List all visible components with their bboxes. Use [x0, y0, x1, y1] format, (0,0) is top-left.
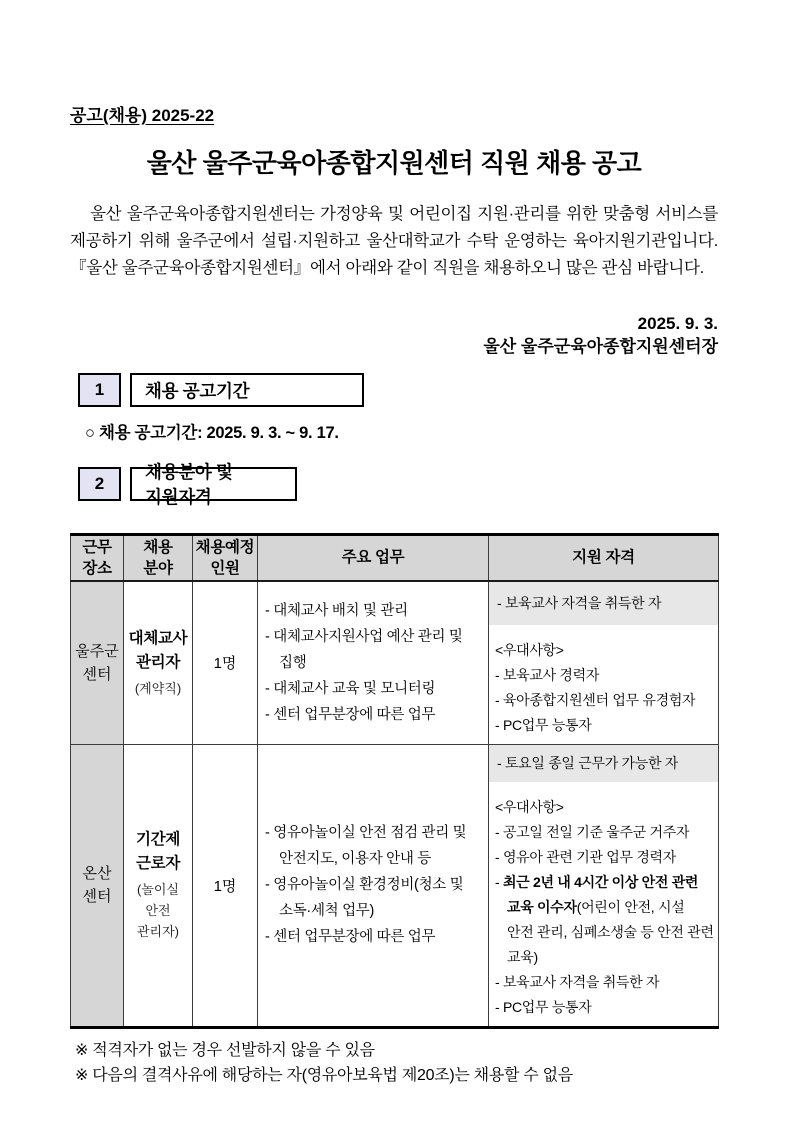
signature-block — [70, 312, 718, 358]
col-header-workplace-line1: 근무 — [82, 538, 112, 556]
preference-item: - 보육교사 자격을 취득한 자 — [495, 973, 660, 990]
intro-paragraph: 울산 울주군육아종합지원센터는 가정양육 및 어린이집 지원·관리를 위한 맞춤형 서비스를 제공하기 위해 울주군에서 설립·지원하고 울산대학교가 수탁 운영하는 육아지원기관입니다. 『울산 울주군육아종합지원센터』에서 아래와 같이 직원을 채용하오니 많은 관심 바랍니다. — [70, 205, 718, 277]
col-header-headcount-line1: 채용예정 — [195, 538, 255, 556]
qualification-highlight: - 토요일 종일 근무가 가능한 자 — [489, 745, 718, 782]
preference-item-safety-training — [495, 870, 714, 970]
preference-item: - 영유아 관련 기관 업무 경력자 — [495, 848, 676, 865]
workplace-line1: 온산 — [82, 865, 112, 882]
preference-bold-text: 최근 2년 내 4시간 이상 안전 관련 교육 이수자 — [502, 873, 699, 915]
qualification-preferences — [489, 625, 718, 744]
col-header-workplace-line2: 장소 — [82, 559, 112, 577]
footnote-line: ※ 다음의 결격사유에 해당하는 자(영유아보육법 제20조)는 채용할 수 없음 — [75, 1066, 573, 1084]
workplace-line2: 센터 — [82, 888, 112, 905]
duty-item: - 대체교사 교육 및 모니터링 — [265, 680, 436, 697]
field-title: 기간제 근로자 — [135, 831, 181, 872]
preference-label: <우대사항> — [495, 641, 564, 658]
field-subtitle: (놀이실 안전 관리자) — [136, 882, 179, 939]
qualification-cell — [489, 744, 719, 1027]
col-header-field-line1: 채용 — [143, 538, 173, 556]
duty-item: - 대체교사지원사업 예산 관리 및 집행 — [265, 628, 463, 671]
recruitment-table — [70, 533, 719, 1029]
field-subtitle: (계약직) — [134, 680, 182, 696]
workplace-line2: 센터 — [82, 665, 112, 683]
section-2-number-box: 2 — [78, 467, 121, 501]
field-title: 대체교사 관리자 — [128, 629, 188, 671]
duty-item: - 대체교사 배치 및 관리 — [265, 602, 408, 619]
field-cell — [124, 744, 193, 1027]
footnotes — [70, 1038, 718, 1088]
section-1-number-box: 1 — [78, 373, 121, 407]
headcount-cell: 1명 — [193, 581, 258, 745]
section-1-title-box: 채용 공고기간 — [130, 373, 364, 407]
duty-item: - 센터 업무분장에 따른 업무 — [265, 706, 436, 723]
signature-name: 울산 울주군육아종합지원센터장 — [483, 337, 718, 356]
preference-item: - 보육교사 경력자 — [495, 666, 600, 683]
duty-item: - 영유아놀이실 안전 점검 관리 및 안전지도, 이용자 안내 등 — [265, 825, 467, 867]
qualification-highlight: - 보육교사 자격을 취득한 자 — [489, 582, 718, 625]
section-2-header — [70, 462, 718, 507]
table-header-row — [71, 535, 719, 581]
section-1-header — [70, 373, 718, 407]
workplace-cell — [71, 744, 124, 1027]
recruitment-period-line: ○ 채용 공고기간: 2025. 9. 3. ~ 9. 17. — [85, 424, 339, 442]
duty-item: - 영유아놀이실 환경정비(청소 및 소독·세척 업무) — [265, 877, 464, 919]
table-row-onsan-center — [71, 744, 719, 1027]
col-header-headcount-line2: 인원 — [210, 559, 240, 577]
preference-item: - PC업무 능통자 — [495, 716, 592, 733]
col-header-qualification: 지원 자격 — [489, 535, 719, 581]
preference-item: - 공고일 전일 기준 울주군 거주자 — [495, 823, 690, 840]
preference-dash: - — [495, 873, 503, 890]
table-row-uljugun-center — [71, 581, 719, 745]
col-header-workplace — [71, 535, 124, 581]
footnote-line: ※ 적격자가 없는 경우 선발하지 않을 수 있음 — [75, 1041, 375, 1059]
col-header-field — [124, 535, 193, 581]
signature-date: 2025. 9. 3. — [637, 314, 718, 333]
document-title: 울산 울주군육아종합지원센터 직원 채용 공고 — [146, 148, 642, 178]
duties-cell — [258, 744, 489, 1027]
qualification-preferences — [489, 782, 718, 1026]
headcount-cell: 1명 — [193, 744, 258, 1027]
workplace-cell — [71, 581, 124, 745]
notice-number: 공고(채용) 2025-22 — [70, 106, 215, 125]
qualification-cell — [489, 581, 719, 745]
col-header-duties: 주요 업무 — [258, 535, 489, 581]
preference-item: - 육아종합지원센터 업무 유경험자 — [495, 691, 696, 708]
section-2-title-box: 채용분야 및 지원자격 — [130, 467, 297, 501]
preference-item: - PC업무 능통자 — [495, 998, 592, 1015]
preference-label: <우대사항> — [495, 798, 564, 815]
col-header-headcount — [193, 535, 258, 581]
workplace-line1: 울주군 — [75, 642, 119, 660]
duty-item: - 센터 업무분장에 따른 업무 — [265, 929, 436, 945]
duties-cell — [258, 581, 489, 745]
col-header-field-line2: 분야 — [143, 559, 173, 577]
field-cell — [124, 581, 193, 745]
preference-normal-text: (어린이 안전, 시설 안전 관리, 심폐소생술 등 안전 관련 교육) — [507, 898, 714, 965]
